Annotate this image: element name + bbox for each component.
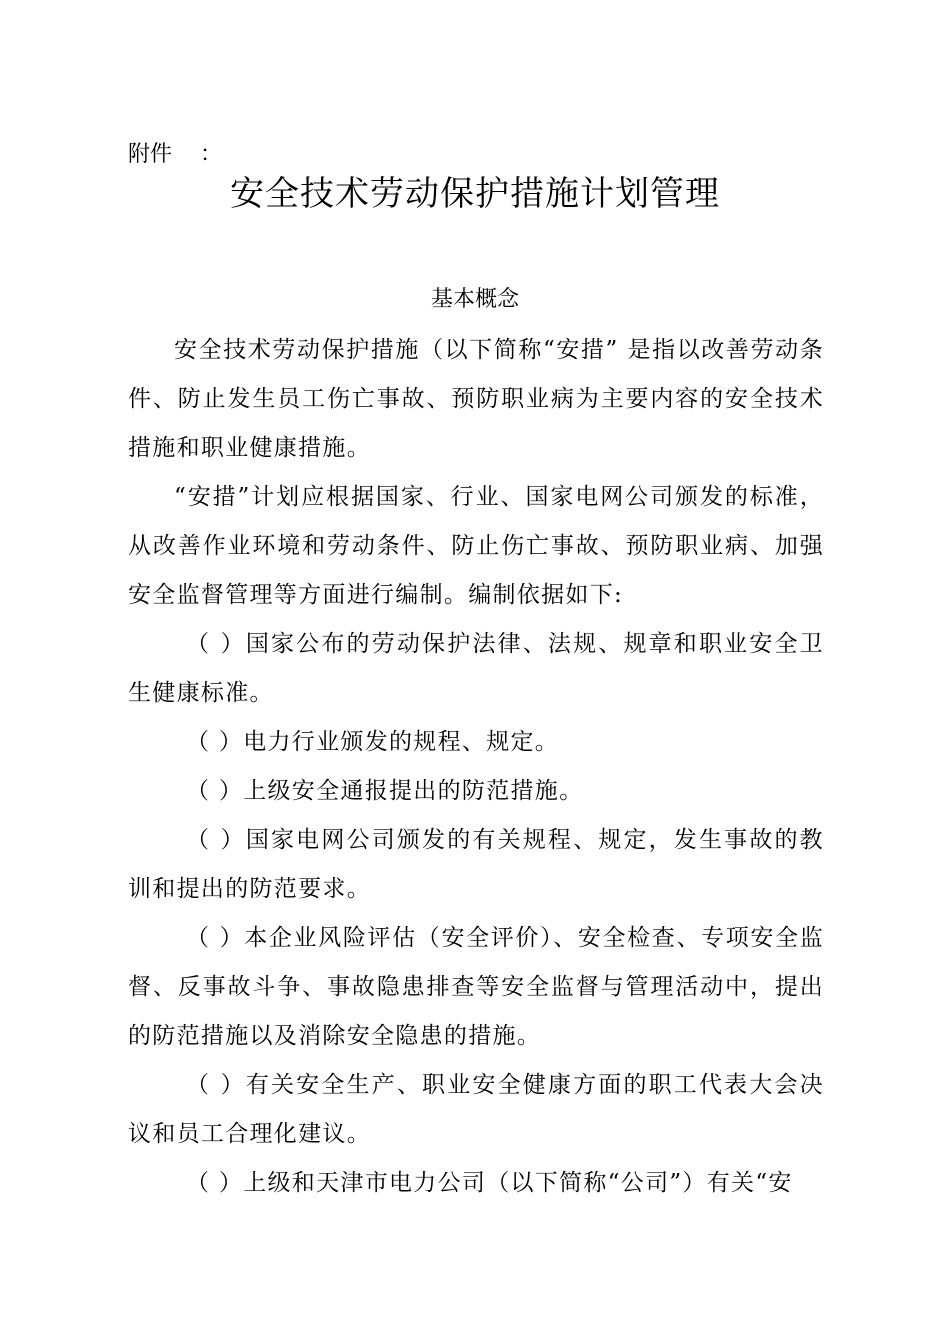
list-item: （ ）有关安全生产、职业安全健康方面的职工代表大会决议和员工合理化建议。 xyxy=(128,1072,824,1147)
list-item: （ ）电力行业颁发的规程、规定。 xyxy=(186,729,560,755)
paragraph-definition: 安全技术劳动保护措施（以下简称“安措” 是指以改善劳动条件、防止发生员工伤亡事故、预防职业病为主要内容的安全技术措施和职业健康措施。 xyxy=(128,337,824,461)
list-item: （ ）上级和天津市电力公司（以下简称“公司”）有关“安 xyxy=(186,1170,793,1196)
document-body xyxy=(128,326,824,1208)
section-heading: 基本概念 xyxy=(430,287,519,312)
attachment-label: 附件 ： xyxy=(128,142,222,167)
list-item: （ ）国家电网公司颁发的有关规程、规定，发生事故的教训和提出的防范要求。 xyxy=(128,827,824,902)
list-item: （ ）国家公布的劳动保护法律、法规、规章和职业安全卫生健康标准。 xyxy=(128,631,824,706)
list-item: （ ）上级安全通报提出的防范措施。 xyxy=(186,778,584,804)
document-title: 安全技术劳动保护措施计划管理 xyxy=(230,174,720,214)
list-item: （ ）本企业风险评估（安全评价）、安全检查、专项安全监督、反事故斗争、事故隐患排查等安全监督与管理活动中，提出的防范措施以及消除安全隐患的措施。 xyxy=(128,925,824,1049)
paragraph-basis: “安措”计划应根据国家、行业、国家电网公司颁发的标准，从改善作业环境和劳动条件、防止伤亡事故、预防职业病、加强安全监督管理等方面进行编制。编制依据如下: xyxy=(128,484,824,608)
